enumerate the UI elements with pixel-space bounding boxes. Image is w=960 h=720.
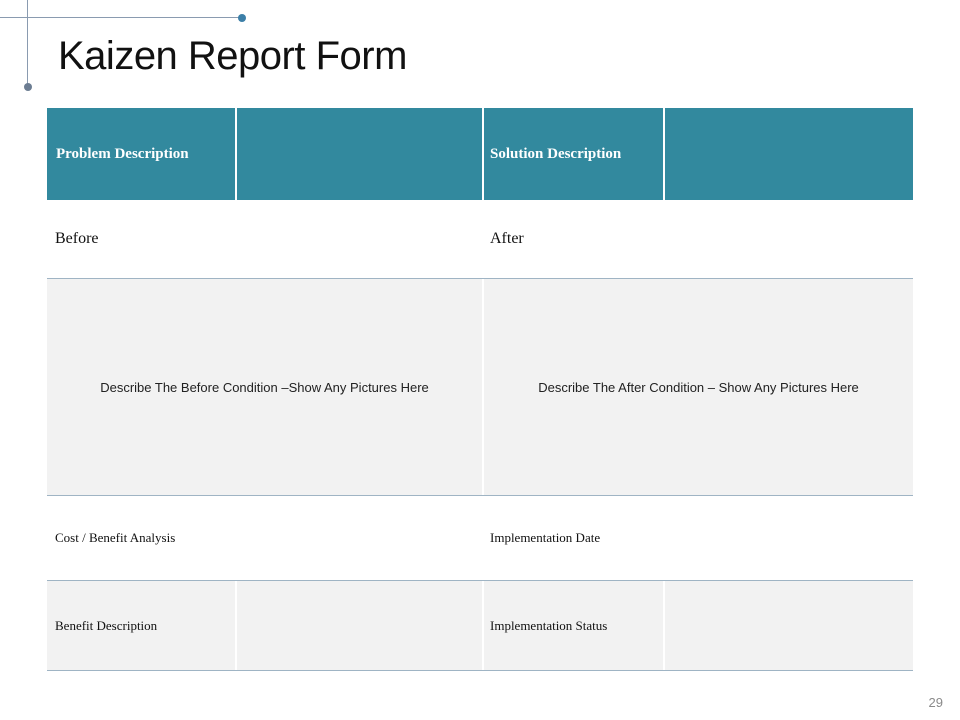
benefit-description-label: Benefit Description (55, 617, 158, 633)
problem-description-field[interactable] (237, 108, 482, 200)
decor-line-vertical (27, 0, 28, 86)
cost-date-row (47, 496, 913, 581)
before-condition-area[interactable]: Describe The Before Condition –Show Any Pictures Here (100, 379, 429, 395)
after-label: After (490, 230, 524, 247)
implementation-status-field[interactable] (665, 581, 913, 670)
solution-description-label: Solution Description (490, 145, 622, 162)
description-row (47, 279, 913, 496)
implementation-date-label: Implementation Date (490, 530, 601, 545)
cost-benefit-analysis-label: Cost / Benefit Analysis (55, 530, 176, 545)
decor-dot-bottom (24, 83, 32, 91)
solution-description-field[interactable] (665, 108, 913, 200)
page-number: 29 (928, 695, 943, 710)
form-header-row (47, 108, 913, 200)
decor-dot-right (238, 14, 246, 22)
problem-description-label: Problem Description (56, 145, 189, 162)
decor-line-horizontal (0, 17, 240, 18)
benefit-status-row (47, 581, 913, 671)
before-after-row (47, 200, 913, 279)
after-condition-area[interactable]: Describe The After Condition – Show Any Pictures Here (538, 379, 859, 395)
kaizen-form-table (47, 108, 913, 671)
implementation-status-label: Implementation Status (490, 617, 608, 633)
before-label: Before (55, 230, 99, 247)
slide-title: Kaizen Report Form (58, 34, 407, 78)
benefit-description-field[interactable] (237, 581, 482, 670)
